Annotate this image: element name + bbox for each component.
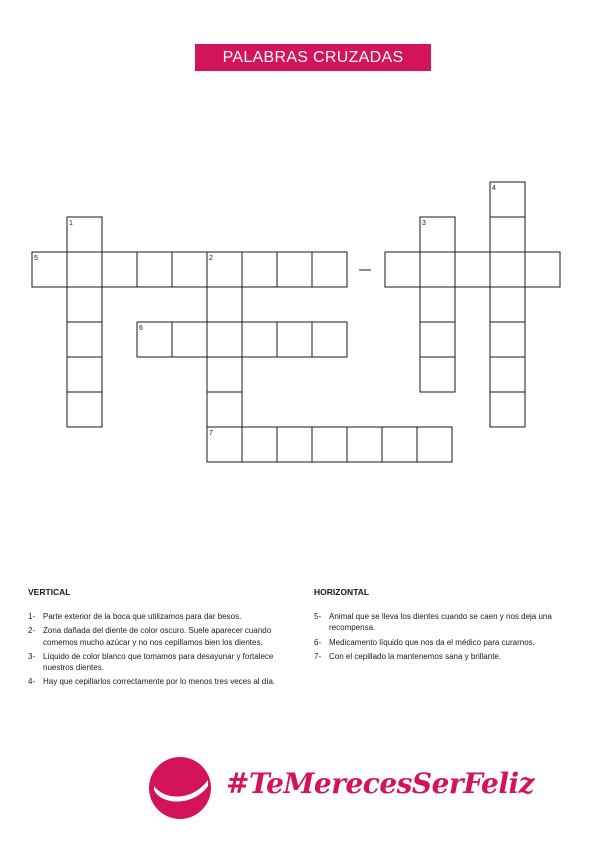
grid-cell[interactable] [67,392,102,427]
grid-cell[interactable] [420,287,455,322]
vertical-heading: VERTICAL [28,587,71,597]
grid-cell[interactable] [137,252,172,287]
grid-cell[interactable] [172,322,207,357]
grid-cell[interactable] [455,252,490,287]
grid-cell[interactable] [312,322,347,357]
cell-number: 7 [209,430,213,437]
grid-cell[interactable] [312,427,347,462]
grid-cell[interactable] [277,322,312,357]
clue-item: 3- Líquido de color blanco que tomamos para desayunar y fortalece nuestros dientes. [28,651,274,673]
smile-circle-icon [148,756,212,820]
cell-number: 6 [139,325,143,332]
grid-cell[interactable] [67,287,102,322]
grid-cell[interactable] [207,287,242,322]
clue-item: 6- Medicamento líquido que nos da el médico para curarnos. [314,637,535,647]
grid-cell[interactable] [172,252,207,287]
page-title: PALABRAS CRUZADAS [195,44,431,71]
grid-cell[interactable] [420,357,455,392]
grid-cell[interactable] [417,427,452,462]
cell-number: 4 [492,185,496,192]
grid-cell[interactable] [490,217,525,252]
grid-cell[interactable] [490,287,525,322]
grid-cell[interactable] [67,357,102,392]
vertical-clues [28,611,290,691]
grid-cell[interactable] [420,252,455,287]
grid-cell[interactable] [525,252,560,287]
grid-cell[interactable] [207,357,242,392]
horizontal-clues [314,611,576,665]
grid-cell[interactable] [102,252,137,287]
grid-cell[interactable] [490,392,525,427]
grid-cell[interactable] [277,427,312,462]
grid-cell[interactable] [385,252,420,287]
hashtag: #TeMerecesSerFeliz [226,767,535,800]
horizontal-heading: HORIZONTAL [314,587,370,597]
grid-cell[interactable] [67,322,102,357]
grid-cell[interactable] [382,427,417,462]
clue-item: 5- Animal que se lleva los dientes cuando se caen y nos deja una recompensa. [314,612,552,633]
clue-item: 7- Con el cepillado la mantenemos sana y brillante. [314,651,502,661]
grid-cell[interactable] [490,357,525,392]
cell-number: 1 [69,220,73,227]
grid-cell[interactable] [207,392,242,427]
grid-cell[interactable] [277,252,312,287]
grid-cell[interactable] [207,322,242,357]
clue-item: 4- Hay que cepillarlos correctamente por lo menos tres veces al día. [28,677,276,687]
grid-cell[interactable] [242,322,277,357]
grid-cell[interactable] [347,427,382,462]
grid-cell[interactable] [490,252,525,287]
cell-number: 2 [209,255,213,262]
grid-cell[interactable] [242,252,277,287]
grid-cell[interactable] [490,322,525,357]
clue-item: 1- Parte exterior de la boca que utilizamos para dar besos. [28,612,242,621]
grid-cell[interactable] [420,322,455,357]
cell-number: 5 [34,255,38,262]
grid-cell[interactable] [242,427,277,462]
clue-item: 2- Zona dañada del diente de color oscuro. Suele aparecer cuando comemos mucho azúcar y no nos cepillamos bien los dientes. [28,626,272,647]
cell-number: 3 [422,220,426,227]
grid-cell[interactable] [312,252,347,287]
grid-cell[interactable] [67,252,102,287]
